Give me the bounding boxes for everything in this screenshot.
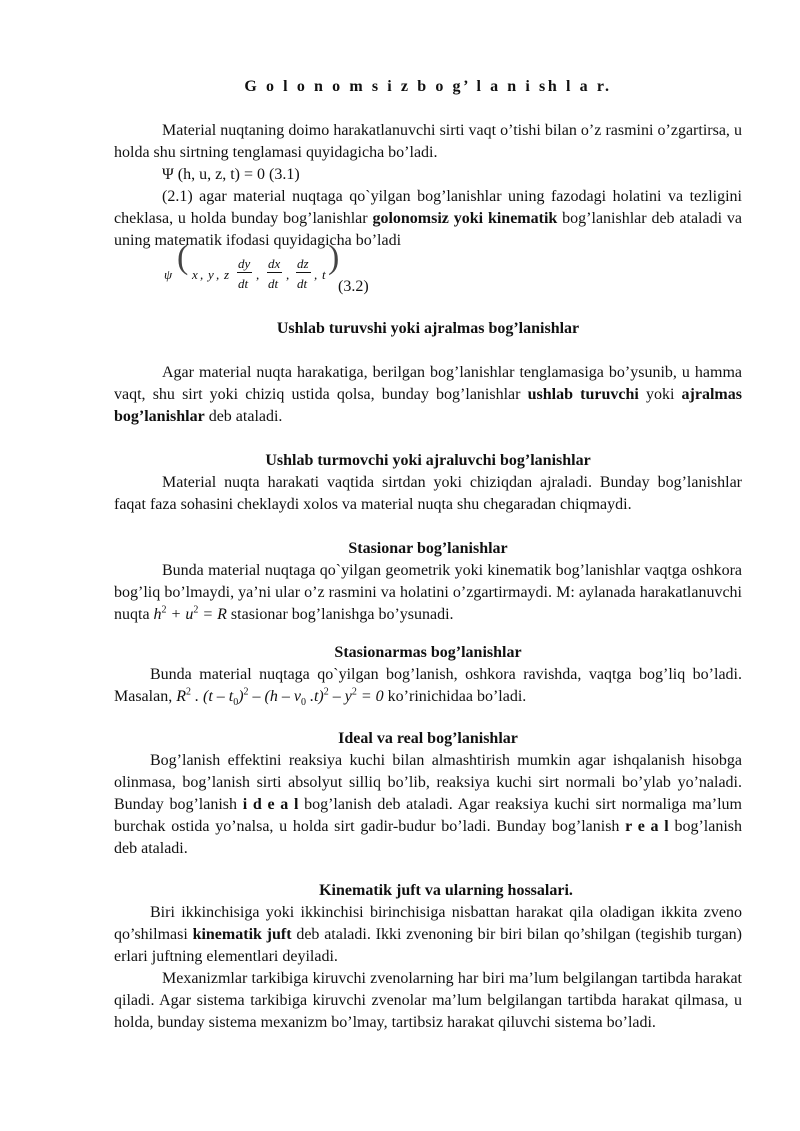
sec3-text-a: Bunda material nuqtaga qo`yilgan geometrik yoki kinematik bog’lanishlar vaqtga oshkora bog’liq bo’lmaydi, ya’ni ular o’z rasmini va holatini o’zgartirmaydi. M: aylanada harakatlanuvchi nuqta	[114, 562, 742, 623]
sec3-text-b: stasionar bog’lanishga bo’ysunadi.	[226, 606, 454, 623]
section-text-kinematik-juft-1	[114, 902, 742, 968]
section-text-ushlab-turuvchi	[114, 362, 742, 428]
sec4-math-5: – y	[328, 688, 352, 705]
psi-symbol: ψ	[164, 267, 173, 282]
section-heading-stasionar: Stasionar bog’lanishlar	[348, 540, 508, 557]
sec4-math-2: )	[238, 688, 244, 705]
section-heading-stasionarmas: Stasionarmas bog’lanishlar	[334, 644, 522, 661]
sec4-text-b: ko’rinichidaa bo’ladi.	[383, 688, 527, 705]
section-heading-ushlab-turmovchi: Ushlab turmovchi yoki ajraluvchi bog’lanishlar	[265, 452, 591, 469]
sec1-text-b: yoki	[638, 386, 682, 403]
intro-paragraph: Material nuqtaning doimo harakatlanuvchi sirti vaqt o’tishi bilan o’z rasmini o’zgartirsa, u holda shu sirtning tenglamasi quyidagicha bo’ladi.	[114, 122, 742, 161]
sec4-text-a: Bunda material nuqtaga qo`yilgan bog’lanish, oshkora ravishda, vaqtga bog’liq bo’ladi. Masalan,	[114, 666, 742, 705]
sec1-text-c: deb ataladi.	[204, 408, 283, 425]
frac-dz-den: dt	[297, 276, 308, 291]
frac-dx-num: dx	[268, 256, 281, 271]
right-paren: )	[328, 239, 340, 276]
frac-dy-den: dt	[238, 276, 249, 291]
sec4-math-6: = 0	[356, 688, 384, 705]
sep-5: ,	[314, 267, 318, 282]
sep-2: ,	[216, 267, 220, 282]
sec4-sup-4: 2	[351, 686, 357, 698]
sec4-sup-3: 2	[323, 686, 329, 698]
sec3-math-eq: = R	[198, 606, 227, 623]
sec5-text-b: bog’lanish deb ataladi. Agar reaksiya kuchi sirt normaliga ma’lum burchak ostida yo’nalsa, u holda sirt gadir-budur bo’ladi. Bunday bog’lanish	[114, 796, 742, 835]
formula-3-2-number: (3.2)	[338, 278, 369, 295]
sec4-math-R: R	[176, 688, 186, 705]
sep-3: ,	[256, 267, 260, 282]
section-text-ushlab-turmovchi: Material nuqta harakati vaqtida sirtdan yoki chiziqdan ajraladi. Bunday bog’lanishlar faqat faza sohasini cheklaydi xolos va material nuqta shu chegaradan chiqmaydi.	[114, 474, 742, 513]
sec4-math-4: .t)	[305, 688, 324, 705]
section-heading-kinematik-juft: Kinematik juft va ularning hossalari.	[319, 882, 573, 899]
frac-dx-den: dt	[268, 276, 279, 291]
sec4-sup-2: 2	[243, 686, 249, 698]
sec1-text-a: Agar material nuqta harakatiga, berilgan bog’lanishlar tenglamasiga bo’ysunib, u hamma vaqt, shu sirt yoki chiziq ustida qolsa, bunday bog’lanishlar	[114, 364, 742, 403]
var-y: y	[208, 267, 214, 282]
intro-bold-term: golonomsiz yoki kinematik	[372, 210, 558, 227]
formula-3-1: Ψ (h, u, z, t) = 0 (3.1)	[162, 166, 300, 183]
sec6-text-b: deb ataladi. Ikki zvenoning bir biri bilan qo’shilgan (tegishib turgan) erlari juftning elementlari deyiladi.	[114, 926, 743, 965]
sec6-bold-term: kinematik juft	[192, 926, 292, 943]
sec4-sub-1: 0	[233, 697, 239, 709]
frac-dz-num: dz	[297, 256, 309, 271]
intro-text-b: bog’lanishlar deb ataladi va uning matematik ifodasi quyidagicha bo’ladi	[114, 210, 743, 249]
sec4-math-3: – (h – v	[248, 688, 301, 705]
sec5-bold-real: r e a l	[625, 818, 669, 835]
intro-paragraph-2	[114, 186, 742, 252]
var-z: z	[224, 267, 230, 282]
section-text-stasionar	[114, 560, 742, 626]
sep-1: ,	[200, 267, 204, 282]
page-title: G o l o n o m s i z b o g’ l a n i sh l a r.	[244, 78, 612, 95]
sec3-sup-1: 2	[161, 604, 167, 616]
sec3-math-h: h	[153, 606, 162, 623]
sec5-text-a: Bog’lanish effektini reaksiya kuchi bilan almashtirish mumkin agar ishqalanish hisobga olinmasa, bog’lanish sirti absolyut silliq bo’lib, reaksiya kuchi sirt normali bo’ylab yo’naladi. Bunday bog’lanish	[114, 752, 742, 813]
sec4-math-1: . (t – t	[190, 688, 234, 705]
sec4-sub-2: 0	[300, 697, 306, 709]
sec3-math-plus: +	[166, 606, 186, 623]
intro-text-a: (2.1) agar material nuqtaga qo`yilgan bog’lanishlar uning fazodagi holatini va tezligini cheklasa, u holda bunday bog’lanishlar	[114, 188, 742, 227]
section-text-kinematik-juft-2: Mexanizmlar tarkibiga kiruvchi zvenolarning har biri ma’lum belgilangan tartibda harakat qiladi. Agar sistema tarkibiga kiruvchi zvenolar ma’lum belgilangan tartibda harakat qilmasa, u holda, bunday sistema mexanizm bo’lmay, tartibsiz harakat qiluvchi sistema bo’ladi.	[114, 970, 742, 1031]
sec5-text-c: bog’lanish deb ataladi.	[114, 818, 743, 857]
sec1-bold-2: ajralmas bog’lanishlar	[114, 386, 742, 425]
sep-4: ,	[286, 267, 290, 282]
var-t: t	[322, 267, 326, 282]
var-x: x	[192, 267, 198, 282]
section-heading-ushlab-turuvchi: Ushlab turuvshi yoki ajralmas bog’lanishlar	[276, 320, 580, 337]
section-text-ideal-real	[114, 750, 742, 860]
sec4-sup-1: 2	[185, 686, 191, 698]
frac-dy-num: dy	[238, 256, 251, 271]
section-heading-ideal-real: Ideal va real bog’lanishlar	[338, 730, 518, 747]
section-text-stasionarmas	[114, 664, 742, 708]
sec3-math-u: u	[185, 606, 194, 623]
left-paren: (	[177, 239, 189, 276]
sec6-text-a: Biri ikkinchisiga yoki ikkinchisi birinchisiga nisbattan harakat qila oladigan ikkita zveno qo’shilmasi	[114, 904, 742, 943]
sec5-bold-ideal: i d e a l	[242, 796, 299, 813]
sec3-sup-2: 2	[193, 604, 199, 616]
sec1-bold-1: ushlab turuvchi	[527, 386, 639, 403]
